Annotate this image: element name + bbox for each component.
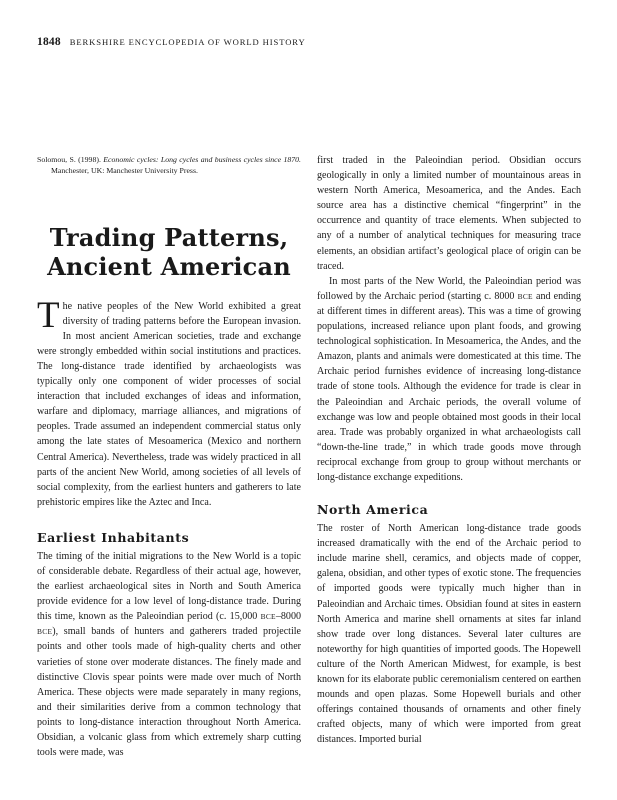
- page-number: 1848: [37, 36, 61, 48]
- reference-author: Solomou, S. (1998).: [37, 155, 104, 164]
- era-abbrev: BCE: [260, 612, 276, 622]
- section-heading-north-america: North America: [317, 502, 429, 518]
- intro-paragraph: [37, 294, 301, 510]
- article-title-line1: Trading Patterns,: [49, 222, 289, 252]
- running-title: BERKSHIRE ENCYCLOPEDIA OF WORLD HISTORY: [69, 37, 306, 47]
- right-column: [317, 153, 581, 747]
- intro-text: he native peoples of the New World exhibited a great diversity of trading patterns before the European invasion. In most ancient American societies, trade and exchange were strongly embedded within social institutions and practices. The long-distance trade identified by archaeologists was typically only one component of wider processes of social interaction that included exchanges of ideas and information, warfare and diplomacy, marriage alliances, and migrations of peoples. Trade assumed an independent commercial status only among the late states of Mesoamerica (Mexico and northern Central America). Nevertheless, trade was widely practiced in all parts of the ancient New World, among societies of all levels of social complexity, from the earliest hunters and gatherers to late prehistoric empires like the Aztec and Inca.: [37, 300, 301, 508]
- era-abbrev: BCE: [37, 627, 53, 637]
- left-column: [37, 155, 301, 760]
- reference-publisher: Manchester, UK: Manchester University Press.: [51, 165, 198, 175]
- drop-cap: T: [37, 294, 60, 336]
- paragraph-text: In most parts of the New World, the Paleoindian period was followed by the Archaic period (starting c. 8000: [317, 275, 581, 302]
- paragraph-text: ), small bands of hunters and gatherers traded projectile points and other tools made of high-quality cherts and other varieties of stone over moderate distances. The finely made and distinctive Clovis spear points were made over much of North America. These objects were made separately in many regions, and their similarities derive from a common technology that points to long-distance interaction throughout North America. Obsidian, a volcanic glass from which extremely sharp cutting tools were made, was: [37, 626, 301, 759]
- north-america-paragraph: The roster of North American long-distance trade goods increased dramatically with the end of the Archaic period to include marine shell, ceramics, and objects made of copper, galena, obsidian, and other types of exotic stone. The frequencies of imported goods were typically much higher than in Paleoindian and Archaic times. Obsidian found at sites in eastern North America and marine shell ornaments at sites far inland show trade over long distances. Several later cultures are noteworthy for high quantities of imported goods. The Hopewell culture of the North American Midwest, for example, is best known for its elaborate public ceremonialism centered on earthen mounds and open plazas. Some Hopewell burials and other offerings contained thousands of ornaments and other finely crafted objects, many of which were imported from great distances. Imported burial: [317, 523, 581, 746]
- paragraph-text: The timing of the initial migrations to the New World is a topic of considerable debate. Regardless of their actual age, however, the earliest archaeological sites in North and South America provide evidence for a low level of long-distance trade. During this time, known as the Paleoindian period (c. 15,000: [37, 550, 301, 623]
- era-abbrev: BCE: [517, 291, 533, 301]
- reference-entry: [37, 155, 301, 177]
- paragraph-text: –8000: [275, 611, 301, 623]
- article-title-line2: Ancient American: [47, 251, 291, 281]
- reference-title: Economic cycles: Long cycles and business cycles since 1870.: [103, 155, 301, 164]
- archaic-paragraph: [317, 274, 581, 485]
- obsidian-paragraph: first traded in the Paleoindian period. Obsidian occurs geologically in only a limited number of mountainous areas in western North America, Mesoamerica, and the Andes. Each source area has a distinctive chemical “fingerprint” in the occurrence and quantity of trace elements. When subjected to any of a number of analytical techniques for measuring trace elements, an obsidian artifact’s geological place of origin can be traced.: [317, 155, 581, 272]
- section-heading-earliest-inhabitants: Earliest Inhabitants: [37, 529, 190, 545]
- article-title: [37, 223, 301, 281]
- paragraph-text: and ending at different times in different areas). This was a time of growing populations, increased reliance upon plant foods, and growing technological sophistication. In Mesoamerica, the Andes, and the Amazon, plants and animals were domesticated at this time. The Archaic period furnishes evidence of increasing long-distance trade of stone tools. Although the evidence for trade is clear in the Paleoindian and Archaic periods, the overall volume of exchange was low and people obtained most goods in their local area. Trade was probably organized in what archaeologists call “down-the-line trade,” in which trade goods move through reciprocal exchange from group to group without merchants or long-distance exchange expeditions.: [317, 290, 581, 483]
- earliest-inhabitants-paragraph: [37, 549, 301, 760]
- page-header: [37, 36, 306, 48]
